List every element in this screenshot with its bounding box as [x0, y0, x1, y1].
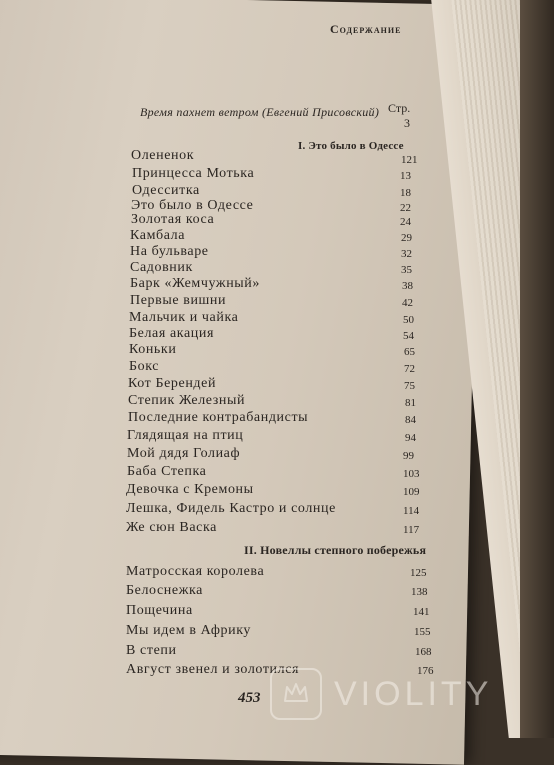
page-column-label: Стр. — [388, 101, 411, 115]
toc-page: 155 — [414, 626, 431, 638]
toc-page: 38 — [402, 280, 413, 292]
toc-entry: Олененок — [131, 148, 195, 163]
toc-entry: Первые вишни — [130, 293, 227, 308]
toc-page: 168 — [415, 646, 432, 658]
toc-page: 75 — [404, 380, 415, 392]
crown-icon — [270, 668, 322, 720]
toc-entry: На бульваре — [130, 244, 209, 259]
section-title-2: II. Новеллы степного побережья — [244, 543, 427, 557]
toc-entry: Пощечина — [126, 603, 193, 618]
toc-entry: Мальчик и чайка — [129, 310, 239, 325]
toc-page: 42 — [402, 297, 413, 309]
toc-page: 94 — [405, 432, 416, 444]
toc-page: 65 — [404, 346, 415, 358]
toc-entry: Последние контрабандисты — [128, 410, 309, 425]
toc-entry: Степик Железный — [128, 393, 246, 408]
toc-page: 99 — [403, 450, 414, 462]
watermark — [270, 668, 540, 720]
toc-entry: Камбала — [130, 228, 186, 243]
toc-page: 29 — [401, 232, 412, 244]
section-title-1: I. Это было в Одессе — [298, 140, 404, 152]
toc-page: 13 — [400, 170, 411, 182]
toc-page: 109 — [403, 486, 420, 498]
toc-page: 117 — [403, 524, 420, 536]
toc-entry: Бокс — [129, 359, 160, 374]
toc-page: 18 — [400, 187, 411, 199]
toc-entry: Принцесса Мотька — [132, 166, 255, 181]
toc-entry: Девочка с Кремоны — [126, 482, 254, 497]
toc-page: 138 — [411, 586, 428, 598]
toc-entry: Глядящая на птиц — [127, 428, 244, 443]
toc-entry: Золотая коса — [131, 212, 215, 227]
toc-page: 50 — [403, 314, 414, 326]
toc-entry: Белоснежка — [126, 583, 203, 598]
toc-entry: Мой дядя Голиаф — [127, 446, 241, 461]
toc-page: 54 — [403, 330, 414, 342]
contents-heading: Содержание — [330, 22, 402, 36]
toc-entry: Же сюн Васка — [126, 520, 217, 535]
toc-page: 114 — [403, 505, 420, 517]
toc-page: 103 — [403, 468, 420, 480]
page-number: 453 — [238, 690, 261, 706]
toc-entry: Матросская королева — [126, 564, 265, 579]
toc-entry: В степи — [126, 643, 177, 658]
intro-page: 3 — [404, 116, 410, 130]
toc-page: 81 — [405, 397, 416, 409]
toc-entry: Мы идем в Африку — [126, 623, 251, 638]
toc-entry: Это было в Одессе — [131, 198, 254, 213]
intro-entry: Время пахнет ветром (Евгений Присовский) — [140, 105, 380, 119]
toc-entry: Кот Берендей — [128, 376, 217, 391]
toc-page: 32 — [401, 248, 412, 260]
toc-entry: Белая акация — [129, 326, 215, 341]
toc-page: 176 — [417, 665, 434, 677]
toc-page: 24 — [400, 216, 411, 228]
toc-entry: Баба Степка — [127, 464, 207, 479]
toc-entry: Коньки — [129, 342, 177, 357]
toc-page: 121 — [401, 154, 418, 166]
toc-page: 84 — [405, 414, 416, 426]
toc-entry: Барк «Жемчужный» — [130, 276, 260, 291]
watermark-text: VIOLITY — [334, 674, 493, 713]
toc-page: 141 — [413, 606, 430, 618]
toc-page: 72 — [404, 363, 415, 375]
toc-entry: Лешка, Фидель Кастро и солнце — [126, 501, 336, 516]
toc-page: 22 — [400, 202, 411, 214]
toc-page: 35 — [401, 264, 412, 276]
toc-entry: Август звенел и золотился — [126, 662, 300, 677]
toc-page: 125 — [410, 567, 427, 579]
toc-entry: Одесситка — [132, 183, 200, 198]
toc-entry: Садовник — [130, 260, 193, 275]
